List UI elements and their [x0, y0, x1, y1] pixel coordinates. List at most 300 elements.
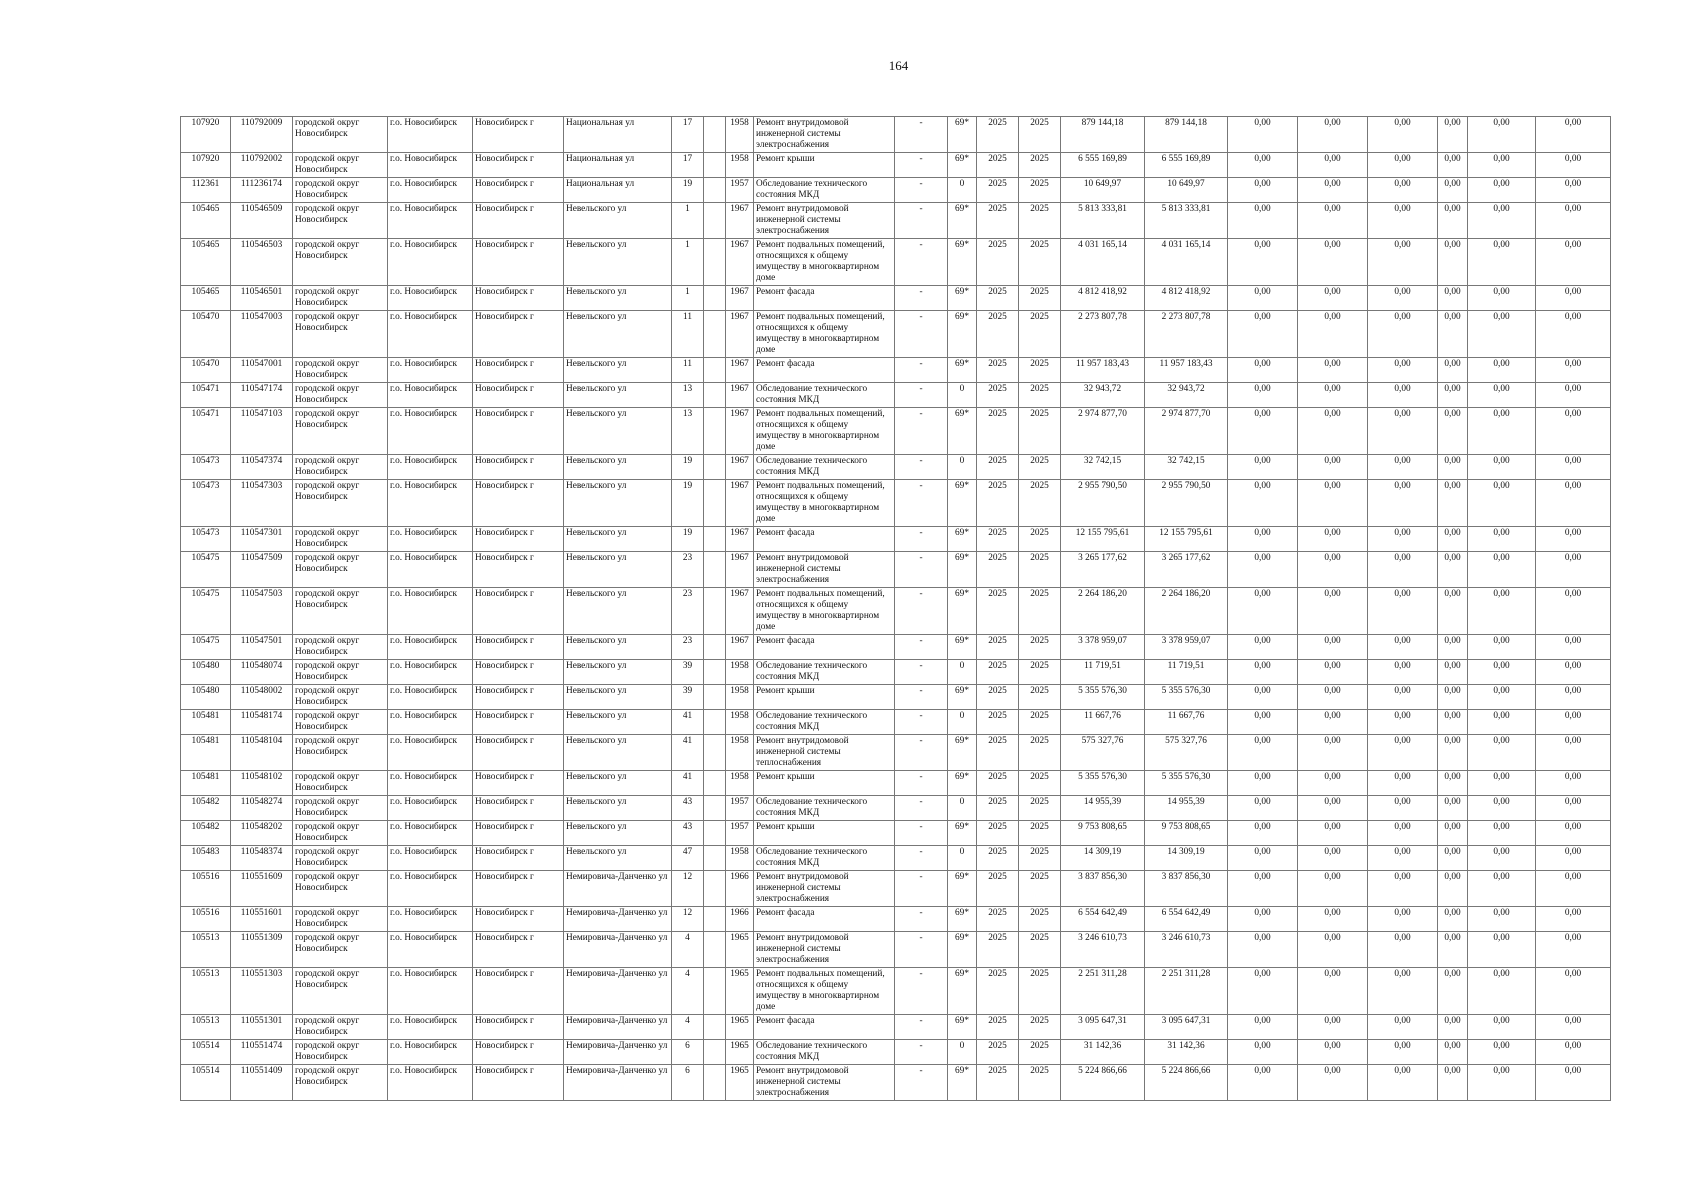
- cell-locality: Новосибирск г: [473, 907, 564, 932]
- cell-plan-year-end: 2025: [1019, 153, 1061, 178]
- cell-criterion: 0: [948, 846, 977, 871]
- cell-locality: Новосибирск г: [473, 480, 564, 527]
- cell-criterion: 69*: [948, 153, 977, 178]
- table-body: [181, 117, 1611, 1101]
- cell-plan-year-start: 2025: [977, 527, 1019, 552]
- cell-cost-total: 5 224 866,66: [1061, 1065, 1145, 1101]
- cell-work-id: 110548274: [231, 796, 293, 821]
- cell-cost-extra-1: 0,00: [1468, 932, 1536, 968]
- cell-cost-owners: 0,00: [1368, 311, 1438, 358]
- cell-house-number: 4: [672, 968, 704, 1015]
- cell-house-id: 107920: [181, 117, 231, 153]
- cell-locality: Новосибирск г: [473, 178, 564, 203]
- cell-cost-total: 32 943,72: [1061, 383, 1145, 408]
- cell-cost-municipal: 0,00: [1298, 117, 1368, 153]
- cell-house-id: 105475: [181, 588, 231, 635]
- cell-municipality: городской округ Новосибирск: [293, 1065, 388, 1101]
- cell-criterion: 0: [948, 660, 977, 685]
- cell-building: [704, 771, 726, 796]
- cell-cost-municipal: 0,00: [1298, 821, 1368, 846]
- cell-street: Национальная ул: [564, 178, 672, 203]
- cell-cost-other: 0,00: [1438, 796, 1468, 821]
- cell-cost-extra-1: 0,00: [1468, 1040, 1536, 1065]
- cell-building: [704, 710, 726, 735]
- cell-street: Невельского ул: [564, 846, 672, 871]
- cell-building: [704, 286, 726, 311]
- table-row: [181, 527, 1611, 552]
- cell-unit-indicator: -: [895, 771, 948, 796]
- cell-cost-extra-2: 0,00: [1536, 710, 1611, 735]
- cell-work-type: Ремонт внутридомовой инженерной системы электроснабжения: [754, 1065, 895, 1101]
- cell-cost-fund: 5 813 333,81: [1145, 203, 1228, 239]
- cell-building: [704, 932, 726, 968]
- cell-house-id: 105480: [181, 660, 231, 685]
- cell-cost-extra-1: 0,00: [1468, 588, 1536, 635]
- cell-cost-extra-1: 0,00: [1468, 286, 1536, 311]
- cell-municipal-district: г.о. Новосибирск: [388, 358, 473, 383]
- cell-plan-year-start: 2025: [977, 846, 1019, 871]
- cell-work-type: Ремонт фасада: [754, 286, 895, 311]
- cell-cost-fund: 4 812 418,92: [1145, 286, 1228, 311]
- cell-cost-region: 0,00: [1228, 588, 1298, 635]
- cell-cost-fund: 31 142,36: [1145, 1040, 1228, 1065]
- cell-cost-fund: 3 378 959,07: [1145, 635, 1228, 660]
- cell-street: Национальная ул: [564, 117, 672, 153]
- cell-cost-other: 0,00: [1438, 710, 1468, 735]
- cell-cost-municipal: 0,00: [1298, 871, 1368, 907]
- cell-locality: Новосибирск г: [473, 1040, 564, 1065]
- cell-cost-extra-1: 0,00: [1468, 408, 1536, 455]
- cell-work-type: Ремонт подвальных помещений, относящихся к общему имуществу в многоквартирном доме: [754, 588, 895, 635]
- cell-street: Немировича-Данченко ул: [564, 968, 672, 1015]
- cell-cost-total: 575 327,76: [1061, 735, 1145, 771]
- cell-cost-region: 0,00: [1228, 771, 1298, 796]
- cell-house-number: 19: [672, 178, 704, 203]
- cell-cost-extra-2: 0,00: [1536, 480, 1611, 527]
- cell-criterion: 69*: [948, 968, 977, 1015]
- cell-cost-region: 0,00: [1228, 527, 1298, 552]
- cell-plan-year-end: 2025: [1019, 1065, 1061, 1101]
- cell-work-type: Обследование технического состояния МКД: [754, 383, 895, 408]
- cell-cost-municipal: 0,00: [1298, 660, 1368, 685]
- cell-municipal-district: г.о. Новосибирск: [388, 821, 473, 846]
- cell-cost-extra-2: 0,00: [1536, 239, 1611, 286]
- cell-cost-region: 0,00: [1228, 796, 1298, 821]
- cell-cost-other: 0,00: [1438, 117, 1468, 153]
- cell-street: Немировича-Данченко ул: [564, 1065, 672, 1101]
- cell-cost-other: 0,00: [1438, 846, 1468, 871]
- cell-cost-fund: 5 355 576,30: [1145, 685, 1228, 710]
- cell-plan-year-start: 2025: [977, 552, 1019, 588]
- cell-criterion: 0: [948, 455, 977, 480]
- cell-cost-extra-2: 0,00: [1536, 796, 1611, 821]
- cell-work-id: 110546503: [231, 239, 293, 286]
- cell-house-number: 19: [672, 527, 704, 552]
- cell-house-id: 105483: [181, 846, 231, 871]
- cell-street: Невельского ул: [564, 358, 672, 383]
- cell-criterion: 0: [948, 1040, 977, 1065]
- cell-cost-region: 0,00: [1228, 735, 1298, 771]
- cell-house-id: 105473: [181, 527, 231, 552]
- cell-work-type: Ремонт фасада: [754, 1015, 895, 1040]
- cell-cost-fund: 9 753 808,65: [1145, 821, 1228, 846]
- cell-cost-municipal: 0,00: [1298, 1040, 1368, 1065]
- capital-repair-table: [180, 116, 1611, 1101]
- cell-municipality: городской округ Новосибирск: [293, 635, 388, 660]
- cell-unit-indicator: -: [895, 117, 948, 153]
- cell-cost-other: 0,00: [1438, 552, 1468, 588]
- cell-house-id: 105513: [181, 968, 231, 1015]
- cell-locality: Новосибирск г: [473, 635, 564, 660]
- cell-cost-other: 0,00: [1438, 1040, 1468, 1065]
- cell-plan-year-start: 2025: [977, 932, 1019, 968]
- cell-cost-extra-2: 0,00: [1536, 383, 1611, 408]
- cell-cost-total: 14 955,39: [1061, 796, 1145, 821]
- cell-municipality: городской округ Новосибирск: [293, 907, 388, 932]
- cell-house-number: 23: [672, 552, 704, 588]
- cell-municipality: городской округ Новосибирск: [293, 846, 388, 871]
- cell-municipality: городской округ Новосибирск: [293, 710, 388, 735]
- cell-cost-region: 0,00: [1228, 871, 1298, 907]
- cell-municipality: городской округ Новосибирск: [293, 685, 388, 710]
- cell-cost-total: 10 649,97: [1061, 178, 1145, 203]
- cell-plan-year-end: 2025: [1019, 907, 1061, 932]
- cell-house-id: 105481: [181, 771, 231, 796]
- cell-plan-year-end: 2025: [1019, 710, 1061, 735]
- cell-cost-municipal: 0,00: [1298, 286, 1368, 311]
- cell-unit-indicator: -: [895, 735, 948, 771]
- cell-house-number: 1: [672, 203, 704, 239]
- cell-municipality: городской округ Новосибирск: [293, 552, 388, 588]
- cell-house-id: 105473: [181, 455, 231, 480]
- page-number: 164: [888, 58, 909, 73]
- cell-municipal-district: г.о. Новосибирск: [388, 685, 473, 710]
- cell-cost-owners: 0,00: [1368, 455, 1438, 480]
- cell-work-id: 110551309: [231, 932, 293, 968]
- cell-cost-extra-1: 0,00: [1468, 153, 1536, 178]
- cell-cost-total: 14 309,19: [1061, 846, 1145, 871]
- cell-plan-year-start: 2025: [977, 117, 1019, 153]
- cell-work-id: 110547301: [231, 527, 293, 552]
- cell-cost-other: 0,00: [1438, 771, 1468, 796]
- cell-cost-municipal: 0,00: [1298, 735, 1368, 771]
- cell-street: Национальная ул: [564, 153, 672, 178]
- cell-cost-extra-2: 0,00: [1536, 552, 1611, 588]
- cell-house-number: 17: [672, 117, 704, 153]
- cell-cost-region: 0,00: [1228, 635, 1298, 660]
- cell-unit-indicator: -: [895, 1040, 948, 1065]
- cell-cost-extra-2: 0,00: [1536, 311, 1611, 358]
- cell-house-id: 105473: [181, 480, 231, 527]
- cell-cost-region: 0,00: [1228, 358, 1298, 383]
- cell-year-built: 1958: [726, 685, 754, 710]
- cell-plan-year-end: 2025: [1019, 821, 1061, 846]
- cell-cost-extra-2: 0,00: [1536, 117, 1611, 153]
- cell-year-built: 1967: [726, 203, 754, 239]
- cell-cost-region: 0,00: [1228, 239, 1298, 286]
- cell-cost-other: 0,00: [1438, 685, 1468, 710]
- cell-plan-year-start: 2025: [977, 383, 1019, 408]
- cell-plan-year-end: 2025: [1019, 660, 1061, 685]
- cell-plan-year-end: 2025: [1019, 178, 1061, 203]
- table-row: [181, 846, 1611, 871]
- cell-cost-other: 0,00: [1438, 1065, 1468, 1101]
- cell-cost-municipal: 0,00: [1298, 796, 1368, 821]
- table-row: [181, 1015, 1611, 1040]
- cell-municipality: городской округ Новосибирск: [293, 117, 388, 153]
- table-row: [181, 635, 1611, 660]
- cell-cost-total: 5 355 576,30: [1061, 685, 1145, 710]
- cell-criterion: 69*: [948, 527, 977, 552]
- cell-cost-owners: 0,00: [1368, 735, 1438, 771]
- cell-plan-year-end: 2025: [1019, 685, 1061, 710]
- cell-work-id: 110548104: [231, 735, 293, 771]
- cell-cost-municipal: 0,00: [1298, 1065, 1368, 1101]
- cell-cost-fund: 575 327,76: [1145, 735, 1228, 771]
- cell-cost-owners: 0,00: [1368, 660, 1438, 685]
- cell-cost-fund: 2 955 790,50: [1145, 480, 1228, 527]
- cell-municipality: городской округ Новосибирск: [293, 821, 388, 846]
- cell-cost-extra-1: 0,00: [1468, 383, 1536, 408]
- cell-cost-total: 12 155 795,61: [1061, 527, 1145, 552]
- cell-year-built: 1967: [726, 480, 754, 527]
- cell-work-type: Ремонт подвальных помещений, относящихся к общему имуществу в многоквартирном доме: [754, 311, 895, 358]
- cell-plan-year-start: 2025: [977, 178, 1019, 203]
- cell-plan-year-end: 2025: [1019, 527, 1061, 552]
- cell-cost-other: 0,00: [1438, 588, 1468, 635]
- cell-building: [704, 408, 726, 455]
- cell-cost-extra-2: 0,00: [1536, 408, 1611, 455]
- cell-cost-total: 2 955 790,50: [1061, 480, 1145, 527]
- cell-locality: Новосибирск г: [473, 527, 564, 552]
- cell-cost-extra-1: 0,00: [1468, 685, 1536, 710]
- cell-municipality: городской округ Новосибирск: [293, 286, 388, 311]
- cell-locality: Новосибирск г: [473, 771, 564, 796]
- cell-house-id: 105514: [181, 1065, 231, 1101]
- cell-house-number: 41: [672, 771, 704, 796]
- cell-cost-extra-1: 0,00: [1468, 635, 1536, 660]
- cell-cost-extra-2: 0,00: [1536, 153, 1611, 178]
- cell-house-number: 19: [672, 455, 704, 480]
- cell-locality: Новосибирск г: [473, 968, 564, 1015]
- table-row: [181, 455, 1611, 480]
- cell-year-built: 1958: [726, 735, 754, 771]
- cell-work-type: Ремонт крыши: [754, 153, 895, 178]
- cell-cost-region: 0,00: [1228, 455, 1298, 480]
- cell-work-id: 110547174: [231, 383, 293, 408]
- cell-plan-year-start: 2025: [977, 455, 1019, 480]
- cell-cost-owners: 0,00: [1368, 178, 1438, 203]
- cell-cost-owners: 0,00: [1368, 480, 1438, 527]
- cell-plan-year-end: 2025: [1019, 552, 1061, 588]
- cell-criterion: 69*: [948, 358, 977, 383]
- cell-plan-year-end: 2025: [1019, 1015, 1061, 1040]
- cell-cost-total: 3 265 177,62: [1061, 552, 1145, 588]
- cell-unit-indicator: -: [895, 455, 948, 480]
- cell-cost-other: 0,00: [1438, 1015, 1468, 1040]
- cell-criterion: 0: [948, 710, 977, 735]
- cell-cost-municipal: 0,00: [1298, 1015, 1368, 1040]
- table-row: [181, 685, 1611, 710]
- cell-plan-year-start: 2025: [977, 1040, 1019, 1065]
- cell-plan-year-end: 2025: [1019, 383, 1061, 408]
- cell-house-id: 105481: [181, 710, 231, 735]
- cell-work-id: 110548074: [231, 660, 293, 685]
- cell-plan-year-end: 2025: [1019, 117, 1061, 153]
- cell-cost-owners: 0,00: [1368, 203, 1438, 239]
- cell-locality: Новосибирск г: [473, 735, 564, 771]
- cell-cost-region: 0,00: [1228, 311, 1298, 358]
- cell-work-id: 110551301: [231, 1015, 293, 1040]
- cell-cost-extra-1: 0,00: [1468, 871, 1536, 907]
- cell-municipal-district: г.о. Новосибирск: [388, 552, 473, 588]
- cell-municipal-district: г.о. Новосибирск: [388, 408, 473, 455]
- cell-house-number: 13: [672, 383, 704, 408]
- cell-cost-region: 0,00: [1228, 203, 1298, 239]
- cell-cost-municipal: 0,00: [1298, 311, 1368, 358]
- cell-municipal-district: г.о. Новосибирск: [388, 846, 473, 871]
- cell-municipal-district: г.о. Новосибирск: [388, 771, 473, 796]
- cell-year-built: 1965: [726, 968, 754, 1015]
- cell-year-built: 1967: [726, 286, 754, 311]
- table-row: [181, 358, 1611, 383]
- cell-street: Невельского ул: [564, 821, 672, 846]
- cell-work-id: 110551303: [231, 968, 293, 1015]
- cell-plan-year-end: 2025: [1019, 358, 1061, 383]
- cell-locality: Новосибирск г: [473, 383, 564, 408]
- cell-cost-region: 0,00: [1228, 480, 1298, 527]
- cell-criterion: 69*: [948, 552, 977, 588]
- cell-building: [704, 685, 726, 710]
- cell-criterion: 69*: [948, 588, 977, 635]
- cell-house-number: 43: [672, 796, 704, 821]
- cell-work-type: Ремонт фасада: [754, 907, 895, 932]
- cell-cost-total: 31 142,36: [1061, 1040, 1145, 1065]
- cell-cost-extra-2: 0,00: [1536, 660, 1611, 685]
- cell-unit-indicator: -: [895, 660, 948, 685]
- cell-cost-municipal: 0,00: [1298, 480, 1368, 527]
- cell-year-built: 1965: [726, 1040, 754, 1065]
- cell-unit-indicator: -: [895, 796, 948, 821]
- cell-cost-owners: 0,00: [1368, 1040, 1438, 1065]
- cell-cost-total: 879 144,18: [1061, 117, 1145, 153]
- cell-cost-extra-2: 0,00: [1536, 932, 1611, 968]
- cell-cost-other: 0,00: [1438, 932, 1468, 968]
- cell-building: [704, 1065, 726, 1101]
- cell-cost-owners: 0,00: [1368, 408, 1438, 455]
- cell-cost-fund: 3 095 647,31: [1145, 1015, 1228, 1040]
- cell-plan-year-end: 2025: [1019, 588, 1061, 635]
- cell-cost-extra-1: 0,00: [1468, 821, 1536, 846]
- cell-locality: Новосибирск г: [473, 932, 564, 968]
- cell-cost-total: 6 554 642,49: [1061, 907, 1145, 932]
- cell-year-built: 1958: [726, 710, 754, 735]
- cell-work-id: 110546509: [231, 203, 293, 239]
- cell-plan-year-start: 2025: [977, 735, 1019, 771]
- cell-cost-fund: 6 555 169,89: [1145, 153, 1228, 178]
- cell-municipal-district: г.о. Новосибирск: [388, 117, 473, 153]
- cell-cost-fund: 32 943,72: [1145, 383, 1228, 408]
- cell-house-id: 112361: [181, 178, 231, 203]
- cell-work-type: Ремонт внутридомовой инженерной системы электроснабжения: [754, 117, 895, 153]
- cell-locality: Новосибирск г: [473, 1065, 564, 1101]
- cell-year-built: 1967: [726, 239, 754, 286]
- cell-street: Немировича-Данченко ул: [564, 1040, 672, 1065]
- cell-work-type: Ремонт фасада: [754, 358, 895, 383]
- cell-cost-owners: 0,00: [1368, 710, 1438, 735]
- cell-house-number: 39: [672, 685, 704, 710]
- cell-unit-indicator: -: [895, 527, 948, 552]
- cell-work-type: Обследование технического состояния МКД: [754, 846, 895, 871]
- cell-cost-other: 0,00: [1438, 821, 1468, 846]
- cell-year-built: 1967: [726, 552, 754, 588]
- cell-unit-indicator: -: [895, 907, 948, 932]
- cell-year-built: 1958: [726, 771, 754, 796]
- cell-work-type: Ремонт крыши: [754, 771, 895, 796]
- cell-house-number: 1: [672, 286, 704, 311]
- cell-unit-indicator: -: [895, 239, 948, 286]
- cell-plan-year-end: 2025: [1019, 771, 1061, 796]
- cell-plan-year-start: 2025: [977, 796, 1019, 821]
- cell-municipal-district: г.о. Новосибирск: [388, 907, 473, 932]
- cell-house-number: 11: [672, 311, 704, 358]
- table-row: [181, 203, 1611, 239]
- cell-municipal-district: г.о. Новосибирск: [388, 455, 473, 480]
- cell-year-built: 1958: [726, 660, 754, 685]
- cell-year-built: 1958: [726, 117, 754, 153]
- cell-street: Немировича-Данченко ул: [564, 1015, 672, 1040]
- cell-work-id: 110792002: [231, 153, 293, 178]
- cell-work-type: Ремонт внутридомовой инженерной системы электроснабжения: [754, 203, 895, 239]
- cell-house-number: 4: [672, 1015, 704, 1040]
- cell-work-type: Обследование технического состояния МКД: [754, 1040, 895, 1065]
- cell-unit-indicator: -: [895, 1065, 948, 1101]
- cell-year-built: 1957: [726, 178, 754, 203]
- cell-cost-other: 0,00: [1438, 635, 1468, 660]
- cell-house-number: 6: [672, 1065, 704, 1101]
- cell-cost-region: 0,00: [1228, 1065, 1298, 1101]
- cell-building: [704, 153, 726, 178]
- cell-unit-indicator: -: [895, 635, 948, 660]
- cell-street: Невельского ул: [564, 635, 672, 660]
- cell-street: Невельского ул: [564, 588, 672, 635]
- cell-house-id: 105470: [181, 311, 231, 358]
- cell-plan-year-end: 2025: [1019, 480, 1061, 527]
- cell-municipality: городской округ Новосибирск: [293, 796, 388, 821]
- table-row: [181, 552, 1611, 588]
- cell-cost-extra-2: 0,00: [1536, 286, 1611, 311]
- cell-cost-owners: 0,00: [1368, 117, 1438, 153]
- cell-unit-indicator: -: [895, 685, 948, 710]
- cell-locality: Новосибирск г: [473, 358, 564, 383]
- cell-cost-other: 0,00: [1438, 203, 1468, 239]
- cell-cost-extra-2: 0,00: [1536, 588, 1611, 635]
- cell-plan-year-start: 2025: [977, 771, 1019, 796]
- cell-cost-region: 0,00: [1228, 408, 1298, 455]
- cell-cost-total: 2 273 807,78: [1061, 311, 1145, 358]
- cell-cost-region: 0,00: [1228, 1040, 1298, 1065]
- cell-street: Невельского ул: [564, 796, 672, 821]
- cell-locality: Новосибирск г: [473, 286, 564, 311]
- cell-cost-owners: 0,00: [1368, 588, 1438, 635]
- cell-year-built: 1958: [726, 846, 754, 871]
- cell-plan-year-start: 2025: [977, 286, 1019, 311]
- cell-cost-fund: 11 957 183,43: [1145, 358, 1228, 383]
- cell-cost-extra-1: 0,00: [1468, 552, 1536, 588]
- cell-municipal-district: г.о. Новосибирск: [388, 203, 473, 239]
- cell-cost-extra-1: 0,00: [1468, 178, 1536, 203]
- cell-cost-total: 6 555 169,89: [1061, 153, 1145, 178]
